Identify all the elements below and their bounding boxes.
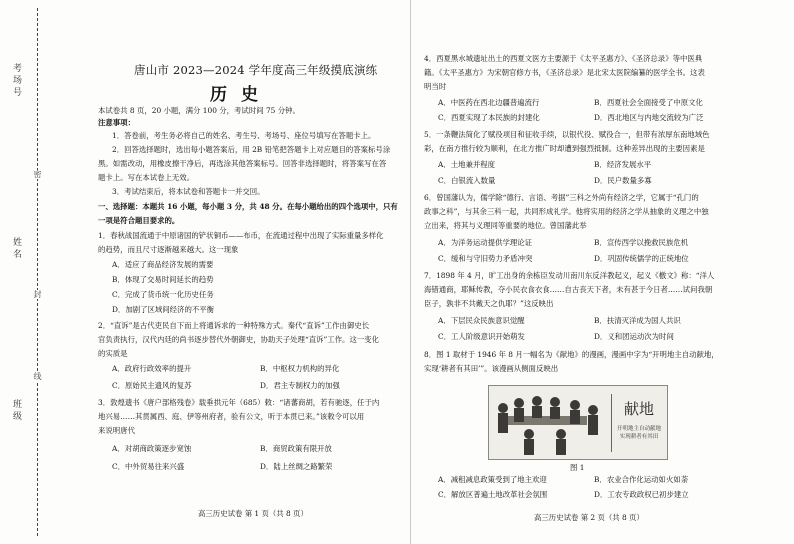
option-q7-d: D．义和团运动次为时间 xyxy=(594,332,674,341)
question-7: 7．1898 年 4 月，旷工出身的余栋臣发动川南川东反洋教起义，起义《檄文》称：“洋人 xyxy=(424,271,715,280)
binding-margin xyxy=(0,0,62,544)
question-7: 海错通商，耶稣传教，夺小民衣食衣食……自古丧天下者，未有甚于今日者……试问我朝 xyxy=(424,285,713,294)
notice-heading: 注意事项： xyxy=(98,118,135,127)
option-q8-d: D．工农专政政权已初步建立 xyxy=(594,490,689,499)
figure-note: 实现耕者有其田 xyxy=(619,434,659,440)
question-4: 明当时 xyxy=(424,82,447,91)
seal-line xyxy=(37,8,38,536)
option-q5-c: C．白银流入数量 xyxy=(438,176,496,185)
question-6: 立出来，将其与义理同等重要的地位。曾国藩此举 xyxy=(424,221,587,230)
page-divider xyxy=(410,0,411,544)
option-q8-c: C．解放区普遍土地改革社会氛围 xyxy=(438,490,548,499)
question-3: 来说明唐代 xyxy=(98,426,135,435)
cartoon-illustration xyxy=(489,386,667,459)
option-q5-d: D．民户数量多寡 xyxy=(594,176,652,185)
section-heading: 一项是符合题目要求的。 xyxy=(98,216,180,225)
option-q4-d: D．西北地区与内地交流较为广泛 xyxy=(594,113,704,122)
question-2: 官负责执行，汉代内廷的尚书逐步替代外朝御史，协助天子处理“直诉”工作。这一变化 xyxy=(98,335,380,344)
option-q2-c: C．原始民主遗风的复苏 xyxy=(112,381,192,390)
exam-page-1 xyxy=(98,0,398,544)
question-6: 6．曾国藩认为，儒学除“德行、言语、考据”三科之外尚有经济之学，它属于“孔门的 xyxy=(424,193,699,202)
option-q3-d: D．陆上丝绸之路繁荣 xyxy=(260,462,333,471)
option-q6-c: C．缓和与守旧势力矛盾冲突 xyxy=(438,254,533,263)
option-q6-a: A．为洋务运动提供学理论证 xyxy=(438,238,533,247)
option-q4-b: B．西夏社会全面接受了中原文化 xyxy=(594,98,703,107)
question-5: 彩，在南方推行较为顺利，在北方推广时却遭到强烈抵制。这种差异出现的主要因素是 xyxy=(424,144,705,153)
page-footer: 高三历史试卷 第 2 页（共 8 页） xyxy=(534,513,644,522)
question-5: 5．一条鞭法简化了赋役项目和征收手续，以银代役、赋役合一，但带有浓厚东南地域色 xyxy=(424,130,710,139)
binding-field: 级 xyxy=(12,412,22,422)
seal-mark: 线 xyxy=(33,372,42,381)
option-q3-a: A．对胡商政策逐步宽蚀 xyxy=(112,444,192,453)
question-4: 4．西夏黑水城遗址出土的西夏文医方主要源于《太平圣惠方》、《圣济总录》等中医典 xyxy=(424,54,703,63)
option-q6-d: D．巩固传统儒学的正统地位 xyxy=(594,254,689,263)
question-1: 1．春秋战国流通于中原诸国的铲状铜币——布币，在流通过程中出现了实际重量多样化 xyxy=(98,231,384,240)
figure-title: 献地 xyxy=(623,400,655,418)
notice-line: 黑。如需改动，用橡皮擦干净后，再选涂其他答案标号。回答非选择题时，将答案写在答 xyxy=(98,159,387,168)
option-q2-b: B．中枢权力机构的异化 xyxy=(260,364,340,373)
option-q5-a: A．土地兼并程度 xyxy=(438,160,496,169)
seal-mark: 密 xyxy=(33,170,42,179)
option-q1-a: A．适应了商品经济发展的需要 xyxy=(112,260,214,269)
option-q4-c: C．西夏实现了本民族的封建化 xyxy=(438,113,540,122)
option-q7-b: B．扶清灭洋成为国人共识 xyxy=(594,316,681,325)
binding-field: 考 xyxy=(12,64,22,74)
subject-title: 历史 xyxy=(210,85,272,105)
option-q2-d: D．君主专制权力的加强 xyxy=(260,381,340,390)
option-q1-d: D．加剧了区域间经济的不平衡 xyxy=(112,305,215,314)
option-q5-b: B．经济发展水平 xyxy=(594,160,652,169)
notice-line: 3．考试结束后，将本试卷和答题卡一并交回。 xyxy=(112,187,265,196)
question-1: 的趋势，而且尺寸逐渐越来越大。这一现象 xyxy=(98,245,239,254)
section-heading: 一、选择题：本题共 16 小题，每小题 3 分，共 48 分。在每小题给出的四个选项中，只有 xyxy=(98,202,398,211)
option-q7-c: C．工人阶级意识开始萌发 xyxy=(438,332,525,341)
exam-intro: 本试卷共 8 页，20 小题，满分 100 分，考试时间 75 分钟。 xyxy=(98,106,300,115)
question-2: 的实质是 xyxy=(98,349,128,358)
question-3: 地兴易……其贯属西、庭、伊等州府者，验有公文，听于本贯已来。”该敕令可以用 xyxy=(98,412,365,421)
option-q8-b: B．农业合作化运动如火如荼 xyxy=(594,475,689,484)
option-q1-c: C．完成了货币统一化历史任务 xyxy=(112,290,214,299)
option-q3-c: C．中外贸易往来兴盛 xyxy=(112,462,185,471)
option-q4-a: A．中医药在西北边疆普遍流行 xyxy=(438,98,540,107)
binding-field: 号 xyxy=(12,88,22,98)
cartoon-figure xyxy=(488,385,668,460)
figure-caption: 图 1 xyxy=(570,463,585,472)
option-q7-a: A．下层民众民族意识觉醒 xyxy=(438,316,525,325)
question-8: 8．图 1 取材于 1946 年 8 月一幅名为《献地》的漫画，漫画中字为“开明地主自动献地， xyxy=(424,350,719,359)
notice-line: 题卡上。写在本试卷上无效。 xyxy=(98,173,195,182)
notice-line: 1．答卷前，考生务必将自己的姓名、考生号、考场号、座位号填写在答题卡上。 xyxy=(112,131,376,140)
question-3: 3．敦煌遗书《唐户部格残卷》载垂拱元年（685）敕：“诸蕃商胡，若有驰逐，任于内 xyxy=(98,398,380,407)
figure-note: 开明地主自动献地 xyxy=(616,426,662,432)
binding-field: 场 xyxy=(12,76,22,86)
option-q3-b: B．商贸政策有限开放 xyxy=(260,444,332,453)
binding-field: 姓 xyxy=(12,238,22,248)
question-8: 实现‘耕者有其田’”。该漫画从侧面反映出 xyxy=(424,364,559,373)
exam-page-2 xyxy=(424,0,764,544)
seal-mark: 封 xyxy=(33,290,42,299)
option-q1-b: B．体现了交易时间延长的趋势 xyxy=(112,275,214,284)
binding-field: 班 xyxy=(12,400,22,410)
question-7: 臣子，孰非不共戴天之仇耶？”这反映出 xyxy=(424,299,554,308)
question-6: 政事之科”，与其余三科一起，共同形成礼学。他将实用的经济之学从抽象的义理之中独 xyxy=(424,207,709,216)
option-q6-b: B．宣传西学以挽救民族危机 xyxy=(594,238,689,247)
page-footer: 高三历史试卷 第 1 页（共 8 页） xyxy=(198,509,308,518)
exam-title: 唐山市 2023—2024 学年度高三年级摸底演练 xyxy=(134,63,378,77)
option-q8-a: A．减租减息政策受到了地主欢迎 xyxy=(438,475,547,484)
option-q2-a: A．政府行政效率的提升 xyxy=(112,364,192,373)
question-2: 2．“直诉”是古代吏民自下而上将通诉求的一种特殊方式。秦代“直诉”工作由御史长 xyxy=(98,321,370,330)
notice-line: 2．回答选择题时，选出每小题答案后，用 2B 铅笔把答题卡上对应题目的答案标号涂 xyxy=(112,145,391,154)
binding-field: 名 xyxy=(12,250,22,260)
question-4: 籍。《太平圣惠方》为宋朝官修方书，《圣济总录》是北宋太医院编纂的医学全书。这表 xyxy=(424,68,705,77)
